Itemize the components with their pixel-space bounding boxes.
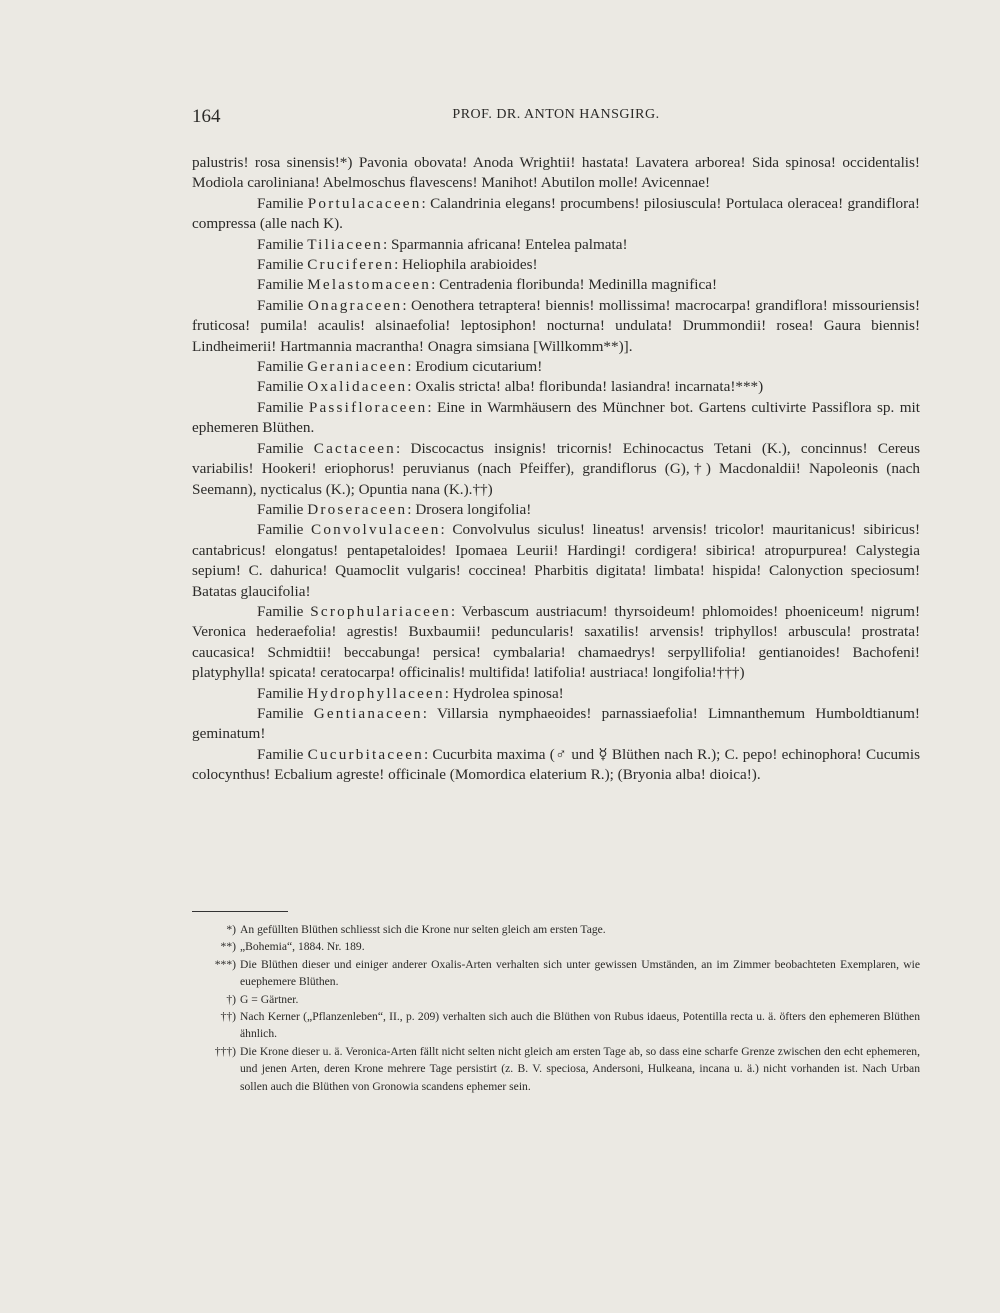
footnotes: [192, 921, 920, 1095]
familie-prefix: Familie: [257, 358, 304, 376]
familie-prefix: Familie: [257, 256, 304, 274]
paragraph: [192, 398, 920, 439]
footnote-mark: ††): [220, 1010, 236, 1024]
footnote-text: G = Gärtner.: [240, 992, 299, 1006]
familie-prefix: Familie: [257, 378, 304, 396]
family-name: Onagraceen: [307, 296, 403, 314]
family-name: Scrophulariaceen: [310, 602, 451, 620]
familie-prefix: Familie: [257, 439, 304, 457]
paragraph-text: : Discocactus insignis! tricornis! Echinocactus Tetani (K.), concinnus! Cereus variabilis! Hookeri! eriophorus! peruvianus (nach Pfeiffer), grandiflorus (G),†) Macdonaldii! Napoleonis (nach Seemann), nycticalus (K.); Opuntia nana (K.).††): [192, 439, 921, 498]
family-name: Portulacaceen: [307, 194, 422, 212]
familie-prefix: Familie: [257, 684, 304, 702]
paragraph: [192, 255, 920, 275]
paragraph: [192, 500, 920, 520]
familie-prefix: Familie: [257, 235, 304, 253]
footnote: [192, 1043, 920, 1095]
family-name: Convolvulaceen: [311, 521, 441, 539]
footnote: [192, 1008, 920, 1043]
page-number: 164: [192, 106, 221, 127]
paragraph: [192, 153, 920, 194]
paragraph: [192, 745, 920, 786]
paragraph-text: : Convolvulus siculus! lineatus! arvensis! tricolor! mauritanicus! sibiricus! cantabricus! elongatus! pentapetaloides! Ipomaea Leurii! Hardingi! cordigera! sibirica! atropurpurea! Calystegia sepium! C. dahurica! Quamoclit vulgaris! coccinea! Pharbitis digitata! limbata! hispida! Calonyction speciosum! Batatas glaucifolia!: [192, 521, 920, 600]
footnote: [192, 956, 920, 991]
familie-prefix: Familie: [257, 602, 304, 620]
family-name: Cucurbitaceen: [307, 745, 424, 763]
footnote-mark: **): [220, 940, 236, 954]
paragraph: [192, 602, 920, 684]
familie-prefix: Familie: [257, 276, 304, 294]
family-name: Oxalidaceen: [307, 378, 408, 396]
family-name: Passifloraceen: [308, 398, 428, 416]
paragraph-text: : Verbascum austriacum! thyrsoideum! phlomoides! phoeniceum! nigrum! Veronica hederaefolia! agrestis! Buxbaumii! peduncularis! saxatilis! arvensis! triphyllos! arbuscula! prostrata! caucasica! Schmidtii! beccabunga! persica! cymbalaria! chamaedrys! serpyllifolia! gentianoides! Bachofeni! platyphylla! spicata! ceratocarpa! officinalis! multifida! latifolia! austriaca! longifolia!†††): [192, 602, 920, 682]
paragraph: [192, 684, 920, 704]
familie-prefix: Familie: [257, 500, 304, 518]
familie-prefix: Familie: [257, 296, 304, 314]
paragraph-text: : Oenothera tetraptera! biennis! mollissima! macrocarpa! grandiflora! missouriensis! fruticosa! pumila! acaulis! alsinaefolia! leptosiphon! nocturna! undulata! Drummondii! rosea! Gaura biennis! Lindheimerii! Hartmannia macrantha! Onagra simsiana [Willkomm**)].: [192, 296, 920, 355]
family-name: Droseraceen: [307, 500, 408, 518]
paragraph-text: palustris! rosa sinensis!*) Pavonia obovata! Anoda Wrightii! hastata! Lavatera arborea! Sida spinosa! occidentalis! Modiola caroliniana! Abelmoschus flavescens! Manihot! Abutilon molle! Avicennae!: [192, 154, 920, 192]
running-head: PROF. DR. ANTON HANSGIRG.: [452, 107, 660, 122]
footnote-text: An gefüllten Blüthen schliesst sich die Krone nur selten gleich am ersten Tage.: [240, 923, 606, 936]
footnote: [192, 991, 920, 1008]
footnote-text: Die Krone dieser u. ä. Veronica-Arten fällt nicht selten nicht gleich am ersten Tage ab, so dass eine scharfe Grenze zwischen den echt ephemeren, und jenen Arten, deren Krone mehrere Tage persistirt (z. B. V. speciosa, Andersoni, Hulkeana, incana u. ä.) nicht vorhanden ist. Nach Urban sollen auch die Blüthen von Gronowia scandens ephemer sein.: [240, 1044, 920, 1093]
familie-prefix: Familie: [257, 398, 304, 416]
paragraph-text: : Calandrinia elegans! procumbens! pilosiuscula! Portulaca oleracea! grandiflora! compressa (alle nach K).: [192, 194, 920, 233]
family-name: Cactaceen: [313, 439, 396, 457]
family-name: Tiliaceen: [307, 235, 383, 253]
paragraph: [192, 357, 920, 377]
footnote-text: Nach Kerner („Pflanzenleben“, II., p. 209) verhalten sich auch die Blüthen von Rubus idaeus, Potentilla recta u. ä. öfters den ephemeren Blüthen ähnlich.: [240, 1010, 920, 1041]
familie-prefix: Familie: [257, 521, 304, 539]
paragraph: [192, 439, 920, 500]
family-name: Gentianaceen: [313, 704, 423, 722]
paragraph: [192, 296, 920, 357]
paragraph: [192, 275, 920, 295]
paragraph-text: : Eine in Warmhäusern des Münchner bot. Gartens cultivirte Passiflora sp. mit ephemeren Blüthen.: [192, 398, 920, 437]
footnote-text: „Bohemia“, 1884. Nr. 189.: [240, 940, 365, 954]
paragraph-text: : Erodium cicutarium!: [407, 358, 543, 376]
paragraph: [192, 704, 920, 745]
paragraph-text: : Drosera longifolia!: [407, 500, 532, 518]
family-name: Hydrophyllaceen: [307, 684, 445, 702]
footnote-mark: †): [226, 992, 236, 1006]
footnote-mark: ***): [214, 957, 236, 971]
familie-prefix: Familie: [257, 745, 304, 763]
familie-prefix: Familie: [257, 704, 304, 722]
paragraph: [192, 235, 920, 255]
familie-prefix: Familie: [257, 194, 304, 212]
paragraph: [192, 520, 920, 602]
footnote: [192, 921, 920, 938]
family-name: Melastomaceen: [307, 276, 432, 294]
paragraph: [192, 194, 920, 235]
paragraph: [192, 377, 920, 397]
footnote: [192, 938, 920, 955]
paragraph-text: : Oxalis stricta! alba! floribunda! lasiandra! incarnata!***): [407, 378, 764, 396]
family-name: Cruciferen: [307, 256, 395, 274]
body-text: [192, 153, 920, 786]
page-header: [192, 106, 920, 130]
footnote-text: Die Blüthen dieser und einiger anderer Oxalis-Arten verhalten sich unter gewissen Umständen, an im Zimmer beobachteten Exemplaren, wie euephemere Blüthen.: [240, 957, 920, 989]
family-name: Geraniaceen: [307, 358, 408, 376]
footnote-divider: [192, 911, 288, 912]
paragraph-text: : Villarsia nymphaeoides! parnassiaefolia! Limnanthemum Humboldtianum! geminatum!: [192, 704, 920, 743]
paragraph-text: : Sparmannia africana! Entelea palmata!: [382, 235, 628, 253]
paragraph-text: : Heliophila arabioides!: [394, 256, 538, 274]
footnote-mark: †††): [214, 1044, 236, 1058]
footnote-mark: *): [226, 923, 236, 936]
paragraph-text: : Centradenia floribunda! Medinilla magnifica!: [431, 276, 718, 294]
paragraph-text: : Hydrolea spinosa!: [444, 684, 564, 702]
paragraph-text: : Cucurbita maxima (♂ und ☿ Blüthen nach R.); C. pepo! echinophora! Cucumis colocynthus! Ecbalium agreste! officinale (Momordica elaterium R.); (Bryonia alba! dioica!).: [192, 745, 920, 784]
